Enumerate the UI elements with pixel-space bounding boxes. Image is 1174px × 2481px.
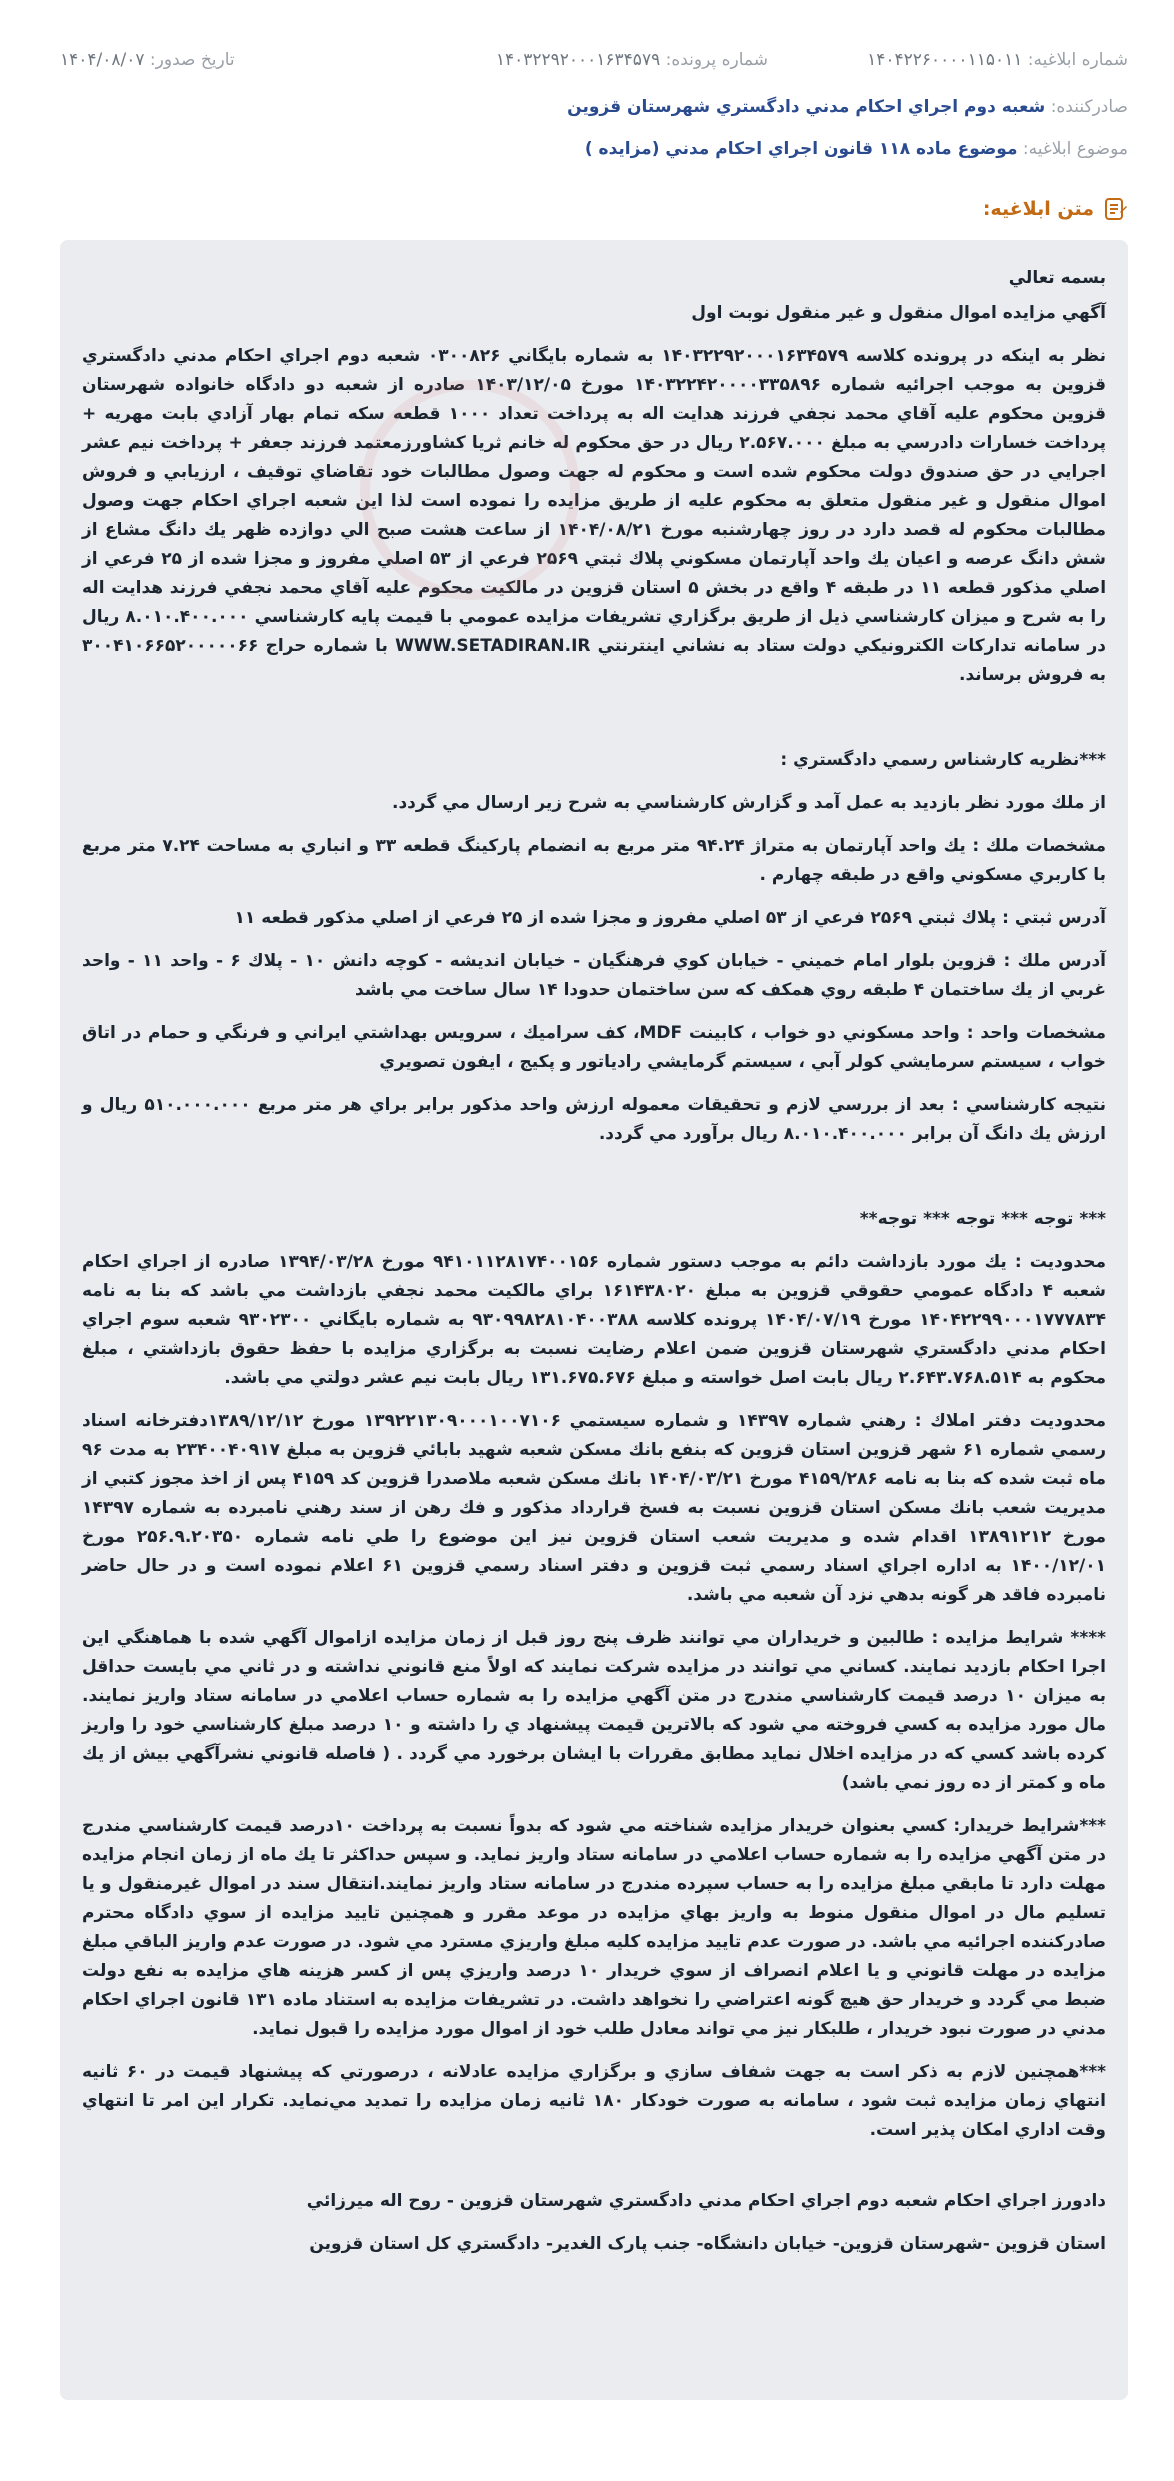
notice-header: [60, 50, 1128, 170]
paragraph-registry-address: آدرس ثبتي : پلاك ثبتي ۲۵۶۹ فرعي از ۵۳ اصلي مفروز و مجزا شده از ۲۵ فرعي از اصلي مذكور قطعه ۱۱: [234, 908, 1106, 928]
document-icon: [1102, 196, 1128, 222]
spacer: [82, 704, 1106, 746]
issue-date-label: تاريخ صدور:: [149, 50, 235, 70]
paragraph-buyer-conditions: ***شرايط خريدار: كسي بعنوان خريدار مزايده شناخته مي شود كه بدواً نسبت به پرداخت ۱۰درصد قيمت كارشناسي مندرج در متن آگهي مزايده را به شماره حساب اعلامي در سامانه ستاد واريز نمايد. و سپس حداكثر تا يك ماه از زمان انجام مزايده مهلت دارد تا مابقي مبلغ مزايده را به حساب سپرده مندرج در سامانه ستاد واريز نمايند.انتقال سند در اموال غيرمنقول و يا تسليم مال در اموال منقول منوط به واريز بهاي مزايده در موعد مقرر و همچنين تاييد مزايده از سوي دادگاه محترم صادركننده اجرائيه مي باشد. در صورت عدم تاييد مزايده كليه مبلغ واريزي مسترد مي شود. در صورت عدم واريز الباقي مبلغ مزايده در مهلت قانوني و يا اعلام انصراف از سوي خريدار ۱۰ درصد واريزي پس از كسر هزينه هاي مزايده به نفع دولت ضبط مي گردد و خريدار حق هيچ گونه اعتراضي را نخواهد داشت. در تشريفات مزايده به استناد ماده ۱۳۱ قانون اجراي احكام مدني در صورت نبود خريدار ، طلبكار نيز مي تواند معادل طلب خود از اموال مورد مزايده را قبول نمايد.: [82, 1816, 1106, 2039]
case-number-label: شماره پرونده:: [665, 50, 768, 70]
spacer: [82, 2159, 1106, 2187]
paragraph-signatory: دادورز اجراي احكام شعبه دوم اجراي احكام مدني دادگستري شهرستان قزوين - روح اله ميرزائي: [306, 2191, 1106, 2211]
case-number: [496, 50, 768, 70]
paragraph-restriction: محدوديت : يك مورد بازداشت دائم به موجب دستور شماره ۹۴۱۰۱۱۲۸۱۷۴۰۰۱۵۶ مورخ ۱۳۹۴/۰۳/۲۸ صادره از اجراي احكام شعبه ۴ دادگاه عمومي حقوقي قزوين به مبلغ ۱۶۱۴۳۸۰۲۰ براي مالكيت محمد نجفي بازداشت مي باشد كه بنا به نامه ۱۴۰۴۲۲۹۹۰۰۰۱۷۷۷۸۳۴ مورخ ۱۴۰۴/۰۷/۱۹ پرونده كلاسه ۹۳۰۹۹۸۲۸۱۰۴۰۰۳۸۸ به شماره بايگاني ۹۳۰۲۳۰۰ شعبه سوم اجراي احكام مدني دادگستري شهرستان قزوين ضمن اعلام رضايت نسبت به برگزاري مزايده با حفظ حقوق بازداشتي ، مبلغ محكوم به ۲.۶۴۳.۷۶۸.۵۱۴ ريال بابت اصل خواسته و مبلغ ۱۳۱.۶۷۵.۶۷۶ ريال بابت نيم عشر دولتي مي باشد.: [82, 1252, 1107, 1388]
issuer-row: [60, 86, 1128, 128]
paragraph-expert-result: نتيجه كارشناسي : بعد از بررسي لازم و تحقيقات معموله ارزش واحد مذكور برابر براي هر متر مربع ۵۱۰.۰۰۰.۰۰۰ ريال و ارزش يك دانگ آن برابر ۸.۰۱۰.۴۰۰.۰۰۰ ريال برآورد مي گردد.: [82, 1095, 1106, 1144]
issue-date-value: ۱۴۰۴/۰۸/۰۷: [60, 50, 145, 70]
heading-attention: *** توجه *** توجه *** توجه**: [859, 1209, 1106, 1229]
paragraph-property-address: آدرس ملك : قزوين بلوار امام خميني - خيابان كوي فرهنگيان - خيابان انديشه - كوچه دانش ۱۰ - پلاك ۶ - واحد ۱۱ - واحد غربي از يك ساختمان ۴ طبقه روي همكف كه سن ساختمان حدودا ۱۴ سال ساخت مي باشد: [82, 951, 1106, 1000]
notice-body-panel: [60, 240, 1128, 2400]
notice-number-value: ۱۴۰۴۲۲۶۰۰۰۰۱۱۵۰۱۱: [867, 50, 1023, 70]
notice-text-title: [983, 196, 1128, 222]
issuer-value: شعبه دوم اجراي احكام مدني دادگستري شهرستان قزوين: [567, 97, 1046, 117]
paragraph-address: استان قزوين -شهرستان قزوين- خيابان دانشگاه- جنب پارک الغدير- دادگستري کل استان قزوين: [309, 2234, 1106, 2254]
paragraph-unit-specs: مشخصات واحد : واحد مسكوني دو خواب ، كابينت MDF، كف سراميك ، سرويس بهداشتي ايراني و فرنگي و حمام در اتاق خواب ، سيستم سرمايشي كولر آبي ، سيستم گرمايشي رادياتور و پكيج ، ايفون تصويري: [82, 1023, 1106, 1072]
spacer: [82, 1163, 1106, 1205]
paragraph-auction-conditions: **** شرايط مزايده : طالبين و خريداران مي توانند ظرف پنج روز قبل از زمان مزايده ازاموال آگهي شده با هماهنگي اين اجرا احكام بازديد نمايند. كساني مي توانند در مزايده شركت نمايند كه اولاً منع قانوني نداشته و در ثاني مي بايست حداقل به ميزان ۱۰ درصد قيمت كارشناسي مندرج در متن آگهي مزايده را به شماره حساب اعلامي در سامانه ستاد واريز نمايند. مال مورد مزايده به كسي فروخته مي شود كه بالاترين قيمت پيشنهاد ي را داشته و ۱۰ درصد مبلغ كارشناسي خود را واريز كرده باشد كسي كه در مزايده اخلال نمايد مطابق مقررات با ايشان برخورد مي گردد . ( فاصله قانوني نشرآگهي بيش از يك ماه و كمتر از ده روز نمي باشد): [82, 1628, 1106, 1793]
subject-value: موضوع ماده ۱۱۸ قانون اجراي احكام مدني (مزايده ): [584, 139, 1018, 159]
notice-number-label: شماره ابلاغيه:: [1027, 50, 1128, 70]
case-number-value: ۱۴۰۳۲۲۹۲۰۰۰۱۶۳۴۵۷۹: [495, 50, 661, 70]
issue-date: [60, 50, 235, 70]
paragraph-main-notice: نظر به اينكه در پرونده كلاسه ۱۴۰۳۲۲۹۲۰۰۰۱۶۳۴۵۷۹ به شماره بايگاني ۰۳۰۰۸۲۶ شعبه دوم اجراي احكام مدني دادگستري قزوين به موجب اجرائيه شماره ۱۴۰۳۲۲۴۲۰۰۰۰۳۳۵۸۹۶ مورخ ۱۴۰۳/۱۲/۰۵ صادره از شعبه دو دادگاه خانواده شهرستان قزوين محكوم عليه آقاي محمد نجفي فرزند هدايت اله به پرداخت تعداد ۱۰۰۰ قطعه سكه تمام بهار آزادي بابت مهريه + پرداخت خسارات دادرسي به مبلغ ۲.۵۶۷.۰۰۰ ريال در حق محكوم له خانم ثريا كشاورزمعتمد فرزند جعفر + پرداخت نيم عشر اجرايي در حق صندوق دولت محكوم شده است و محكوم له جهت وصول مطالبات خود تقاضاي توقيف ، ارزيابي و فروش اموال منقول و غير منقول متعلق به محكوم عليه از طريق مزايده را نموده است لذا اين شعبه اجراي احكام جهت وصول مطالبات محكوم له قصد دارد در روز چهارشنبه مورخ ۱۴۰۴/۰۸/۲۱ از ساعت هشت صبح الي دوازده ظهر يك دانگ مشاع از شش دانگ عرصه و اعيان يك واحد آپارتمان مسكوني پلاك ثبتي ۲۵۶۹ فرعي از ۵۳ اصلي مفروز و مجزا شده از ۲۵ فرعي از اصلي مذكور قطعه ۱۱ در طبقه ۴ واقع در بخش ۵ استان قزوين در مالكيت محكوم عليه آقاي محمد نجفي فرزند هدايت اله را به شرح و ميزان كارشناسي ذيل از طريق برگزاري تشريفات مزايده عمومي با قيمت پايه كارشناسي ۸.۰۱۰.۴۰۰.۰۰۰ ريال در سامانه تداركات الكترونيكي دولت ستاد به نشاني اينترنتي WWW.SETADIRAN.IR با شماره حراج ۳۰۰۴۱۰۶۶۵۲۰۰۰۰۰۶۶ به فروش برساند.: [82, 346, 1107, 685]
notice-text-label: متن ابلاغيه:: [982, 198, 1094, 220]
paragraph-registry-restriction: محدوديت دفتر املاك : رهني شماره ۱۴۳۹۷ و شماره سيستمي ۱۳۹۲۲۱۳۰۹۰۰۰۱۰۰۷۱۰۶ مورخ ۱۳۸۹/۱۲/۱۲دفترخانه اسناد رسمي شماره ۶۱ شهر قزوين استان قزوين كه بنفع بانك مسكن شعبه شهيد بابائي قزوين به مبلغ ۲۳۴۰۰۴۰۹۱۷ به مدت ۹۶ ماه ثبت شده كه بنا به نامه ۴۱۵۹/۲۸۶ مورخ ۱۴۰۴/۰۳/۲۱ بانك مسكن شعبه ملاصدرا قزوين كد ۴۱۵۹ پس از اخذ مجوز كتبي از مديريت شعب بانك مسكن استان قزوين نسبت به فسخ قرارداد مذكور و فك رهن از سند رهني نامبرده به شماره ۱۴۳۹۷ مورخ ۱۳۸۹۱۲۱۲ اقدام شده و مديريت شعب استان قزوين نيز اين موضوع را طي نامه شماره ۲۵۶.۹.۲۰۳۵۰ مورخ ۱۴۰۰/۱۲/۰۱ به اداره اجراي اسناد رسمي ثبت قزوين و دفتر اسناد رسمي قزوين ۶۱ اعلام نموده است و در حال حاضر نامبرده فاقد هر گونه بدهي نزد آن شعبه مي باشد.: [82, 1411, 1107, 1605]
issuer-label: صادرکننده:: [1050, 97, 1128, 117]
heading-expert-opinion: ***نظريه كارشناس رسمي دادگستري :: [780, 750, 1106, 770]
notice-meta-row: [60, 50, 1128, 86]
paragraph-visit: از ملك مورد نظر بازديد به عمل آمد و گزارش كارشناسي به شرح زير ارسال مي گردد.: [392, 793, 1106, 813]
heading-bismillah: بسمه تعالي: [1008, 268, 1106, 288]
subject-label: موضوع ابلاغيه:: [1022, 139, 1128, 159]
paragraph-property-specs: مشخصات ملك : يك واحد آپارتمان به متراژ ۹۴.۲۴ متر مربع به انضمام پاركينگ قطعه ۳۳ و انباري به مساحت ۷.۲۴ متر مربع با كاربري مسكوني واقع در طبقه چهارم .: [82, 836, 1106, 885]
heading-auction-title: آگهي مزايده اموال منقول و غير منقول نوبت اول: [691, 303, 1106, 323]
paragraph-time-extension: ***همچنين لازم به ذكر است به جهت شفاف سازي و برگزاري مزايده عادلانه ، درصورتي كه پيشنهاد قيمت در ۶۰ ثانيه انتهاي زمان مزايده ثبت شود ، سامانه به صورت خودكار ۱۸۰ ثانيه زمان مزايده را تمديد مي‌نمايد. تكرار اين امر تا انتهاي وقت اداري امكان پذير است.: [82, 2062, 1107, 2140]
notice-number: [867, 50, 1128, 70]
subject-row: [60, 128, 1128, 170]
